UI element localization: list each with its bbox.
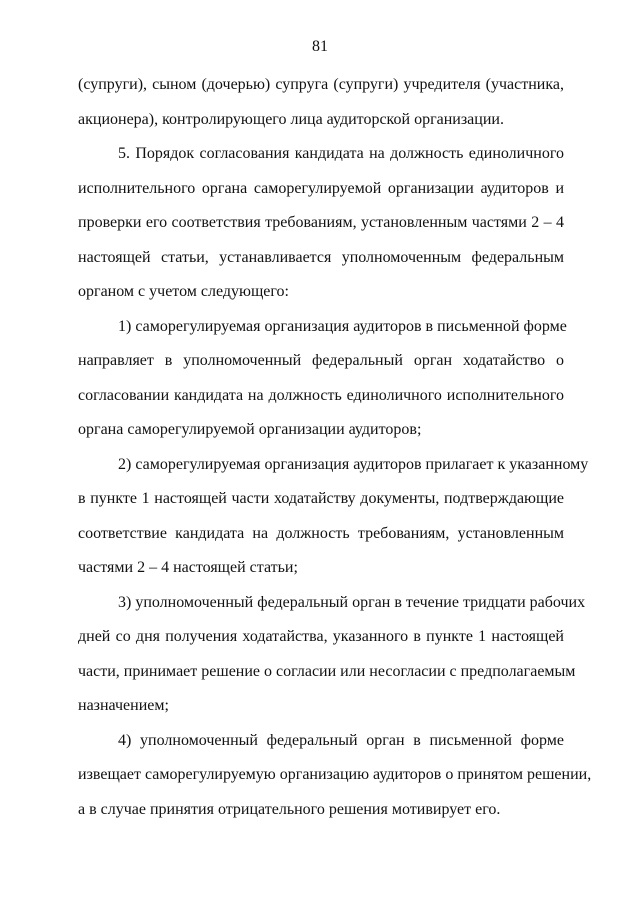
- text-line: проверки его соответствия требованиям, установленным частями 2 – 4: [78, 214, 564, 231]
- paragraph: [78, 73, 564, 142]
- text-line: а в случае принятия отрицательного решения мотивирует его.: [78, 800, 501, 818]
- text-line: органа саморегулируемой организации аудиторов;: [78, 421, 422, 438]
- paragraph: [78, 142, 564, 315]
- text-line: согласовании кандидата на должность единоличного исполнительного: [78, 386, 564, 404]
- text-line: 1) саморегулируемая организация аудиторов в письменной форме: [118, 317, 567, 335]
- text-line: органом с учетом следующего:: [78, 283, 289, 300]
- text-line: акционера), контролирующего лица аудиторской организации.: [78, 110, 504, 128]
- text-line: (супруги), сыном (дочерью) супруга (супруги) учредителя (участника,: [78, 76, 564, 93]
- text-line: 2) саморегулируемая организация аудиторов прилагает к указанному: [118, 455, 589, 473]
- text-line: извещает саморегулируемую организацию аудиторов о принятом решении,: [78, 766, 592, 783]
- text-line: настоящей статьи, устанавливается уполномоченным федеральным: [78, 248, 564, 266]
- text-line: части, принимает решение о согласии или несогласии с предполагаемым: [78, 662, 576, 680]
- text-line: дней со дня получения ходатайства, указанного в пункте 1 настоящей: [78, 628, 564, 645]
- text-line: исполнительного органа саморегулируемой организации аудиторов и: [78, 179, 564, 197]
- paragraph: [78, 591, 586, 729]
- text-line: соответствие кандидата на должность требованиям, установленным: [78, 524, 564, 542]
- document-body: [78, 73, 592, 832]
- paragraph: [78, 729, 592, 833]
- paragraph: [78, 315, 567, 453]
- text-line: в пункте 1 настоящей части ходатайству документы, подтверждающие: [78, 490, 564, 507]
- text-line: 3) уполномоченный федеральный орган в течение тридцати рабочих: [118, 593, 586, 611]
- text-line: 4) уполномоченный федеральный орган в письменной форме: [118, 731, 564, 749]
- page-number: 81: [312, 38, 328, 55]
- text-line: направляет в уполномоченный федеральный орган ходатайство о: [78, 352, 564, 369]
- text-line: назначением;: [78, 697, 169, 714]
- text-line: частями 2 – 4 настоящей статьи;: [78, 559, 298, 576]
- text-line: 5. Порядок согласования кандидата на должность единоличного: [118, 145, 564, 162]
- paragraph: [78, 453, 589, 591]
